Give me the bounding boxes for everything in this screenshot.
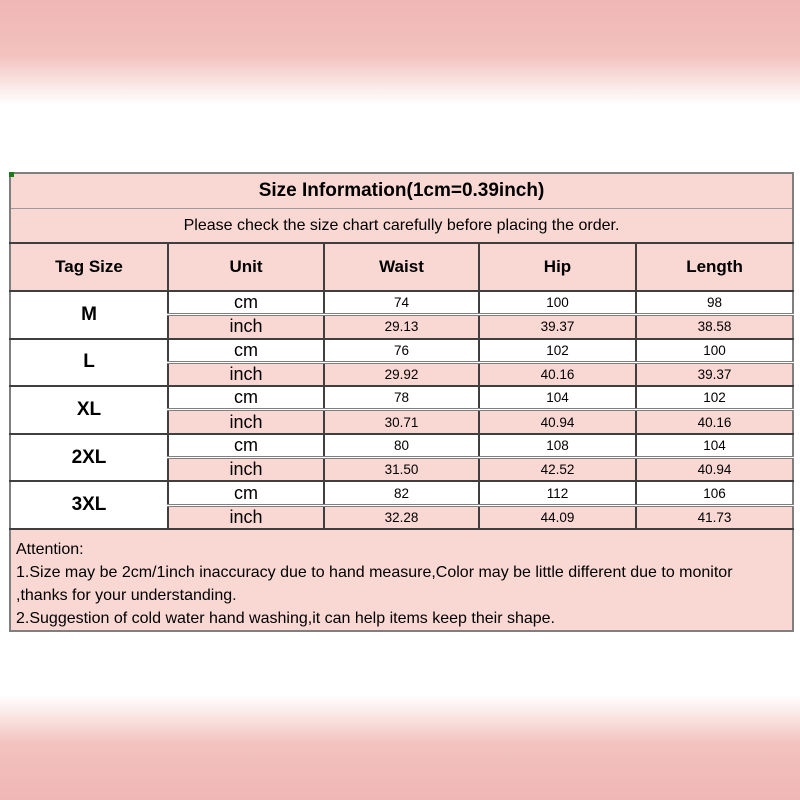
tag-size-cell: 3XL [10, 481, 168, 529]
hip-inch-value: 39.37 [479, 315, 636, 339]
waist-cm-value: 78 [324, 386, 479, 410]
bottom-pink-gradient-band [0, 695, 800, 800]
attention-heading: Attention: [16, 540, 84, 558]
attention-line: 1.Size may be 2cm/1inch inaccuracy due to hand measure,Color may be little different due to monitor [16, 563, 733, 581]
tag-size-cell: 2XL [10, 434, 168, 482]
hip-inch-value: 40.94 [479, 410, 636, 434]
table-subtitle-row [10, 209, 793, 244]
unit-cell-cm: cm [168, 434, 324, 458]
unit-cell-inch: inch [168, 410, 324, 434]
waist-inch-value: 30.71 [324, 410, 479, 434]
size-row-3xl-cm [10, 481, 793, 505]
length-inch-value: 41.73 [636, 505, 793, 529]
hip-inch-value: 40.16 [479, 362, 636, 386]
hip-cm-value: 100 [479, 291, 636, 315]
hip-cm-value: 102 [479, 339, 636, 363]
column-header-row [10, 243, 793, 291]
waist-inch-value: 29.13 [324, 315, 479, 339]
attention-line: 2.Suggestion of cold water hand washing,it can help items keep their shape. [16, 609, 555, 627]
waist-cm-value: 80 [324, 434, 479, 458]
hip-inch-value: 42.52 [479, 458, 636, 482]
waist-cm-value: 76 [324, 339, 479, 363]
size-row-m-cm [10, 291, 793, 315]
waist-inch-value: 31.50 [324, 458, 479, 482]
table-subtitle: Please check the size chart carefully before placing the order. [10, 209, 793, 244]
attention-row [10, 529, 793, 631]
waist-cm-value: 74 [324, 291, 479, 315]
unit-cell-inch: inch [168, 362, 324, 386]
column-header-tag-size: Tag Size [10, 243, 168, 291]
unit-cell-inch: inch [168, 458, 324, 482]
hip-cm-value: 108 [479, 434, 636, 458]
unit-cell-cm: cm [168, 339, 324, 363]
tag-size-cell: XL [10, 386, 168, 434]
attention-lines [16, 561, 786, 630]
column-header-waist: Waist [324, 243, 479, 291]
unit-cell-inch: inch [168, 505, 324, 529]
length-cm-value: 102 [636, 386, 793, 410]
length-inch-value: 40.16 [636, 410, 793, 434]
tag-size-cell: M [10, 291, 168, 339]
length-cm-value: 100 [636, 339, 793, 363]
waist-inch-value: 29.92 [324, 362, 479, 386]
column-header-unit: Unit [168, 243, 324, 291]
hip-inch-value: 44.09 [479, 505, 636, 529]
size-row-xl-cm [10, 386, 793, 410]
hip-cm-value: 112 [479, 481, 636, 505]
top-pink-gradient-band [0, 0, 800, 105]
column-header-length: Length [636, 243, 793, 291]
length-inch-value: 40.94 [636, 458, 793, 482]
attention-line: ,thanks for your understanding. [16, 586, 237, 604]
green-corner-artifact [9, 172, 14, 177]
attention-cell [10, 529, 793, 631]
unit-cell-cm: cm [168, 481, 324, 505]
unit-cell-cm: cm [168, 291, 324, 315]
unit-cell-inch: inch [168, 315, 324, 339]
length-cm-value: 98 [636, 291, 793, 315]
size-row-l-cm [10, 339, 793, 363]
column-header-hip: Hip [479, 243, 636, 291]
length-inch-value: 38.58 [636, 315, 793, 339]
unit-cell-cm: cm [168, 386, 324, 410]
length-cm-value: 104 [636, 434, 793, 458]
size-row-2xl-cm [10, 434, 793, 458]
tag-size-cell: L [10, 339, 168, 387]
waist-cm-value: 82 [324, 481, 479, 505]
table-title-row [10, 173, 793, 209]
length-cm-value: 106 [636, 481, 793, 505]
table-title: Size Information(1cm=0.39inch) [10, 173, 793, 209]
length-inch-value: 39.37 [636, 362, 793, 386]
waist-inch-value: 32.28 [324, 505, 479, 529]
size-table [9, 172, 794, 632]
hip-cm-value: 104 [479, 386, 636, 410]
